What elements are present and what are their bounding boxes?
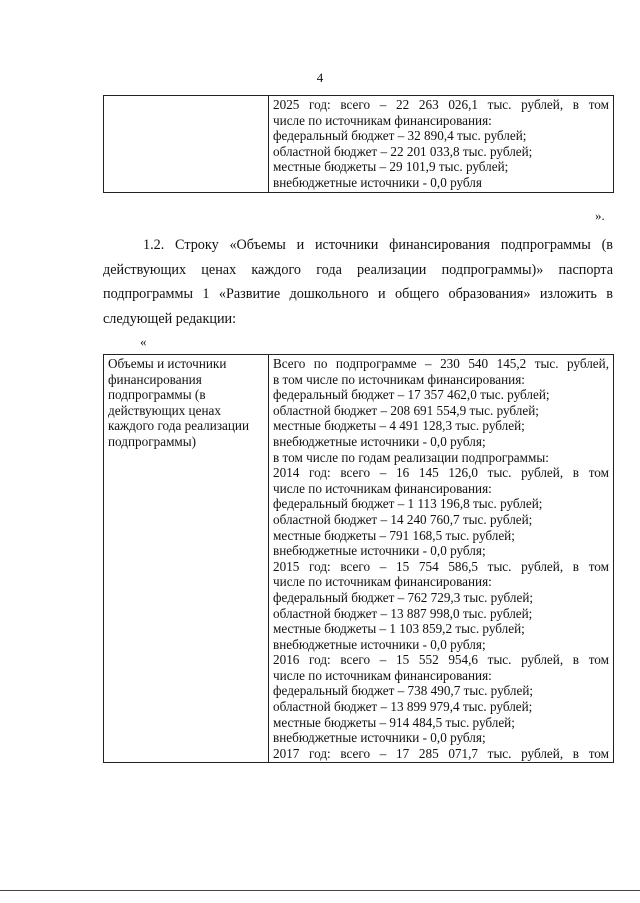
- table-line: местные бюджеты – 914 484,5 тыс. рублей;: [273, 714, 515, 730]
- table-line: местные бюджеты – 29 101,9 тыс. рублей;: [273, 159, 509, 175]
- table-line: федеральный бюджет – 32 890,4 тыс. рублей;: [273, 128, 527, 144]
- table-line: внебюджетные источники - 0,0 рубля;: [273, 730, 486, 746]
- table-line: числе по источникам финансирования:: [273, 574, 492, 590]
- table-line: федеральный бюджет – 1 113 196,8 тыс. рублей;: [273, 496, 543, 512]
- table-line: 2025 год: всего – 22 263 026,1 тыс. рублей, в том: [273, 97, 609, 112]
- table-line: числе по источникам финансирования:: [273, 112, 492, 128]
- table-line: числе по источникам финансирования:: [273, 667, 492, 683]
- table-line: в том числе по годам реализации подпрограммы:: [273, 449, 549, 465]
- table-line: 2016 год: всего – 15 552 954,6 тыс. рублей, в том: [273, 652, 609, 668]
- label-line: подпрограммы): [108, 433, 197, 449]
- label-line: финансирования: [108, 371, 202, 387]
- table-row: [104, 355, 614, 763]
- table-line: числе по источникам финансирования:: [273, 480, 492, 496]
- passport-table-bottom: [103, 354, 614, 763]
- table-line: внебюджетные источники - 0,0 рубля: [273, 174, 482, 190]
- paragraph-line: следующей редакции:: [103, 310, 237, 327]
- table-line: областной бюджет – 22 201 033,8 тыс. рублей;: [273, 143, 533, 159]
- table-cell-value: [269, 355, 614, 763]
- table-line: внебюджетные источники - 0,0 рубля;: [273, 433, 486, 449]
- label-line: подпрограммы (в: [108, 387, 206, 403]
- closing-quote: ».: [595, 208, 605, 223]
- table-line: внебюджетные источники - 0,0 рубля;: [273, 636, 486, 652]
- table-line: областной бюджет – 14 240 760,7 тыс. рублей;: [273, 511, 533, 527]
- table-line: местные бюджеты – 4 491 128,3 тыс. рублей;: [273, 418, 525, 434]
- table-cell-label: [104, 355, 269, 763]
- amendment-paragraph: [103, 233, 613, 331]
- table-line: федеральный бюджет – 738 490,7 тыс. рублей;: [273, 683, 534, 699]
- paragraph-line: подпрограммы 1 «Развитие дошкольного и общего образования» изложить в: [103, 286, 613, 302]
- table-line: внебюджетные источники - 0,0 рубля;: [273, 543, 486, 559]
- table-line: областной бюджет – 208 691 554,9 тыс. рублей;: [273, 402, 539, 418]
- footer-rule: [0, 890, 640, 891]
- table-line: областной бюджет – 13 899 979,4 тыс. рублей;: [273, 699, 533, 715]
- opening-quote: «: [140, 334, 147, 349]
- table-line: 2017 год: всего – 17 285 071,7 тыс. рублей, в том: [273, 745, 609, 761]
- table-line: местные бюджеты – 1 103 859,2 тыс. рублей;: [273, 621, 525, 637]
- page-number: 4: [316, 70, 324, 85]
- table-row: [104, 96, 614, 193]
- table-line: в том числе по источникам финансирования:: [273, 371, 525, 387]
- table-cell-label: [104, 96, 269, 193]
- label-line: действующих ценах: [108, 402, 221, 418]
- paragraph-line: 1.2. Строку «Объемы и источники финансирования подпрограммы (в: [143, 237, 613, 253]
- label-line: Объемы и источники: [108, 356, 227, 371]
- table-line: федеральный бюджет – 17 357 462,0 тыс. рублей;: [273, 387, 550, 403]
- paragraph-line: действующих ценах каждого года реализации подпрограммы)» паспорта: [103, 261, 613, 278]
- label-line: каждого года реализации: [108, 418, 250, 434]
- table-line: Всего по подпрограмме – 230 540 145,2 тыс. рублей,: [273, 356, 609, 371]
- table-line: местные бюджеты – 791 168,5 тыс. рублей;: [273, 527, 515, 543]
- table-cell-value: [269, 96, 614, 193]
- table-line: федеральный бюджет – 762 729,3 тыс. рублей;: [273, 589, 534, 605]
- table-line: областной бюджет – 13 887 998,0 тыс. рублей;: [273, 605, 533, 621]
- table-line: 2014 год: всего – 16 145 126,0 тыс. рублей, в том: [273, 465, 609, 481]
- passport-table-top: [103, 95, 614, 193]
- table-line: 2015 год: всего – 15 754 586,5 тыс. рублей, в том: [273, 558, 609, 574]
